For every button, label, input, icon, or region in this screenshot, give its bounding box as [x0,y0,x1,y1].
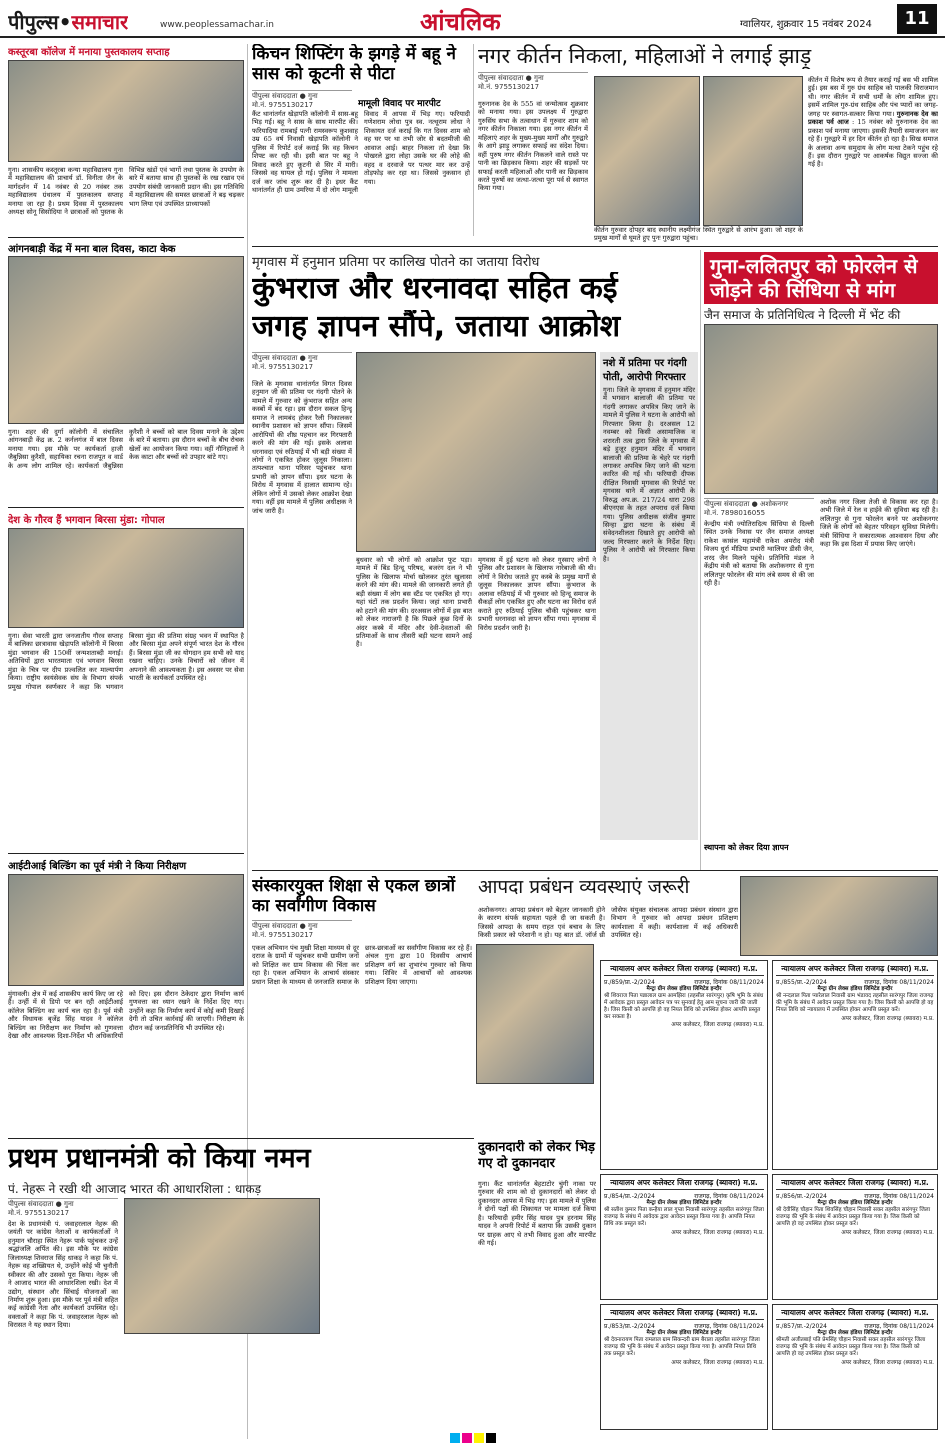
col1-story1-body: गुना। शासकीय कस्तूरबा कन्या महाविद्यालय गुना में महाविद्यालय की प्राचार्य डॉ. विनीता जैन के मार्गदर्शन में 14 नवंबर से 20 नवंबर तक महाविद्यालय ग्रंथालय में पुस्तकालय सप्ताह मनाया जा रहा है। प्रथम दिवस में पुस्तकालय अध्यक्ष सोनू सिसोदिया ने छात्राओं को पुस्तक के विभिन्न खंडों एवं भागों तथा पुस्तक के उपयोग के बारे में बताया साथ ही पुस्तकों के रख रखाव एवं उपयोग संबंधी जानकारी प्रदान की। इस गतिविधि में महाविद्यालय की समस्त छात्राओं ने बढ़ चढ़कर भाग लिया एवं उपस्थित प्राध्यापकों [8,166,244,217]
education-headline: संस्कारयुक्त शिक्षा से एकल छात्रों का सर्वांगीण विकास [252,876,455,917]
notice-date: राजगढ़, दिनांक 08/11/2024 [694,1323,764,1330]
arrest-headline: नशे में प्रतिमा पर गंदगी पोती, आरोपी गिरफ्तार [603,358,687,383]
main-kicker: मृगवास में हनुमान प्रतिमा पर कालिख पोतने का जताया विरोध [252,255,540,270]
kirtan-side [808,76,938,236]
byline-mobile: मो.नं. 9755130217 [252,363,314,371]
notice-case: प्र./853/प्रा.-2/2024 [604,1323,655,1330]
byline [252,90,352,110]
main-body-2: बुधवार को भी लोगों को आक्रोश फूट पड़ा। मामले में बिंड हिन्दू परिषद, बजरंग दल ने भी पुलिस के खिलाफ मोर्चा खोलकर तुरंत खुलासा करने की मांग की। मामले की जानकारी लगते ही बड़ी संख्या में लोग बस स्टैंड पर एकत्रित हो गए। यहां घंटों तक प्रदर्शन किया। जहां थाना प्रभारी को हटाने की मांग की। दरअसल लोगों में इस बात को लेकर नाराजगी है कि पिछले कुछ दिनों के अंदर कस्बे में मंदिर और देवी-देवताओं की प्रतिमाओं के साथ तीसरी बड़ी घटना सामने आई है। [356,556,472,649]
scindia-meeting-photo [704,324,938,494]
arrest-box [600,352,698,840]
byline-text: पीपुल्स संवाददाता ● गुना [252,354,318,362]
legal-notice-1 [600,960,768,1170]
legal-notice-5 [600,1304,768,1430]
page-number: 11 [897,4,937,34]
notice-title: मैन्ट्रा ग्रीन लेक्स इंडिया लिमिटेड इन्दौर [817,1200,893,1206]
notice-date: राजगढ़, दिनांक 08/11/2024 [694,979,764,986]
notice-body: श्रीमती अजीतबाई पति प्रेमसिंह चौहान निवासी सकर तहसील सारंगपुर जिला राजगढ़ की भूमि के संबंध में आवेदन प्रस्तुत किया गया है। जिस किसी को आपत्ति हो वह उपस्थित होकर प्रस्तुत करें। [776,1336,926,1357]
nehru-body: देश के प्रधानमंत्री पं. जवाहरलाल नेहरू की जयंती पर कांग्रेस नेताओं व कार्यकर्ताओं ने हनुमान चौराहा स्थित नेहरू पार्क पहुंचकर उन्हें श्रद्धांजलि अर्पित की। इस मौके पर कांग्रेस जिलाध्यक्ष शिवराज सिंह धाकड़ ने कहा कि पं. नेहरू वह शख्सियत थे, उन्होंने कोई भी चुनौती स्वीकार की और उसको पूरा किया। नेहरू जी ने आजाद भारत की आधारशिला रखी। देश में उद्योग, संस्थान और सिंचाई योजनाओं का निर्माण शुरू हुआ। इस मौके पर पूर्व मंत्री सहित कई कांग्रेसी नेता और कार्यकर्ता उपस्थित रहे। वक्ताओं ने कहा कि पं. जवाहरलाल नेहरू को विरासत ने यह स्थान दिया। [8,1220,118,1330]
byline-mobile: मो.नं. 9755130217 [478,83,540,91]
disaster-headline: आपदा प्रबंधन व्यवस्थाएं जरूरी [478,876,690,898]
notice-office: न्यायालय अपर कलेक्टर जिला राजगढ़ (ब्यावरा) म.प्र. [604,1178,764,1190]
kirtan-caption: कीर्तन गुरुवार दोपहर बाद स्थानीय लक्ष्मीगंज स्थित गुरुद्वारे से आरंभ हुआ। जो शहर के प्रमुख मार्गों से घूमते हुए पुनः गुरुद्वारा पहुंचा। [594,226,803,243]
byline-mobile: मो.नं. 9755130217 [8,1209,70,1217]
arrest-body: गुना। जिले के मृगवास में हनुमान मंदिर में भगवान बालाजी की प्रतिमा पर गंदगी लगाकर अपवित्र किए जाने के मामले में पुलिस ने घटना के आरोपी को गिरफ्तार किया है। दरअसल 12 नवम्बर को किसी असामाजिक व शरारती तत्व द्वारा जिले के मृगवास में बड़े हुजूर हनुमान मंदिर में भगवान बालाजी की प्रतिमा के चेहरे पर गंदगी लगाकर अपवित्र किए जाने की घटना कारित की गई थी। फरियादी दीपक दीक्षित निवासी मृगवास की रिपोर्ट पर मृगवास थाने में अज्ञात आरोपी के विरुद्ध अप.क्र. 217/24 धारा 298 बीएनएस के तहत अपराध दर्ज किया गया। पुलिस अधीक्षक संजीव कुमार सिन्हा द्वारा घटना के संबंध में संवेदनशीलता दिखाते हुए आरोपी को जल्द गिरफ्तार करने के निर्देश दिए। पुलिस ने आरोपी को गिरफ्तार किया है। [603,386,695,563]
col1-story1-headline: कस्तूरबा कॉलेज में मनाया पुस्तकालय सप्ताह [8,47,170,58]
notice-signature: अपर कलेक्टर, जिला राजगढ़ (ब्यावरा) म.प्र. [671,1359,764,1366]
education-photo [476,944,594,1084]
fourlane-subhead: जैन समाज के प्रतिनिधित्व ने दिल्ली में भेंट की [704,308,901,322]
kitchen-story-headline: किचन शिफ्टिंग के झगड़े में बहू ने सास को कूटनी से पीटा [252,44,456,85]
col1-story3-body: गुना। सेवा भारती द्वारा जनजातीय गौरव सप्ताह में बालिका छात्रावास खेड़ापति कॉलोनी में बिरसा मुंडा भगवान की 150वीं जन्मशताब्दी मनाई। अतिथियों द्वारा भारतमाता एवं भगवान बिरसा मुंडा के चित्र पर दीप प्रज्वलित कर माल्यार्पण किया। राष्ट्रीय स्वयंसेवक संघ के विभाग संपर्क प्रमुख गोपाल स्वर्णकार ने कहा कि भगवान बिरसा मुंडा की प्रतिमा संग्रह भवन में स्थापित है और बिरसा मुंडा अपने संपूर्ण भारत देश के गौरव हैं। बिरसा मुंडा जी का योगदान हम सभी को याद रखना चाहिए। उनके विचारों को जीवन में अपनाने की आवश्यकता है। इस अवसर पर सेवा भारती के कार्यकर्ता उपस्थित रहे। [8,632,244,691]
notice-body: श्री देवनारायण पिता रामलाल ग्राम सिकन्दरी ग्राम बैराला तहसील सारंगपुर जिला राजगढ़ की भूमि के संबंध में आवेदन प्रस्तुत किया गया है। आपत्ति नियत तिथि तक प्रस्तुत करें। [604,1336,760,1357]
divider [8,507,244,508]
notice-office: न्यायालय अपर कलेक्टर जिला राजगढ़ (ब्यावरा) म.प्र. [776,1178,934,1190]
nehru-headline: प्रथम प्रधानमंत्री को किया नमन [8,1143,311,1174]
kirtan-side-body2: : 15 नवंबर को गुरुनानक देव का प्रकाश पर्व मनाया जाएगा। इसकी तैयारी समाजजन कर रहे हैं। गुरुद्वारे में हर दिन कीर्तन हो रहा है। सिख समाज के अलावा अन्य समुदाय के लोग मत्था टेकने पहुंच रहे हैं। इस दौरान गुरुद्वारे पर आकर्षक विद्युत सज्जा की गई है। [808,118,938,169]
col1-story3-headline: देश के गौरव हैं भगवान बिरसा मुंडा: गोपाल [8,515,165,526]
column-rule [700,250,701,870]
birsa-munda-photo [8,528,244,628]
kirtan-headline: नगर कीर्तन निकला, महिलाओं ने लगाई झाड़ू [478,44,812,68]
kirtan-side-body: कीर्तन में विशेष रूप से तैयार कराई गई बस भी शामिल हुई। इस बस में गुरु ग्रंथ साहिब को पालकी विराजमान थी। नगर कीर्तन में सभी धर्मों के लोग शामिल हुए। इसमें शामिल गुरु-ग्रंथ साहिब और पंच प्यारों का जगह-जगह पर स्वागत-सत्कार किया गया। [808,76,938,118]
notice-title: मैन्ट्रा ग्रीन लेक्स इंडिया लिमिटेड इन्दौर [646,986,722,992]
col1-story4-headline: आईटीआई बिल्डिंग का पूर्व मंत्री ने किया निरीक्षण [8,861,187,872]
brand-right: समाचार [71,10,129,34]
kirtan-photo-2 [703,76,803,226]
byline-text: पीपुल्स संवाददाता ● गुना [478,74,544,82]
notice-date: राजगढ़, दिनांक 08/11/2024 [864,1323,934,1330]
disaster-body: अशोकनगर। आपदा प्रबंधन को बेहतर जानकारी होने के कारण संपर्क सहायता पहले दी जा सकती है। जिससे आपदा के समय राहत एवं बचाव के लिए किसी प्रकार को परेशानी न हो। यह बात डॉ. जॉर्ज थ्री जोसेफ संयुक्त संचालक आपदा प्रबंधन संस्थान द्वारा विभाग ने गुरुवार को आपदा प्रबंधन प्रशिक्षण कार्यशाला में कही। कार्यशाला में कई अधिकारी उपस्थित रहे। [478,906,738,940]
notice-signature: अपर कलेक्टर, जिला राजगढ़ (ब्यावरा) म.प्र. [841,1359,934,1366]
main-headline-2: जगह ज्ञापन सौंपे, जताया आक्रोश [252,310,621,344]
byline-text: पीपुल्स संवाददाता ● गुना [8,1200,74,1208]
byline-text: पीपुल्स संवाददाता ● गुना [252,92,318,100]
col1-story4-body: मुंगावली। क्षेत्र में कई शासकीय कार्य किए जा रहे हैं। उन्हीं में से डिपो पर बन रही आईटीआई कॉलेज बिल्डिंग का कार्य चल रहा है। पूर्व मंत्री और विधायक बृजेंद्र सिंह यादव ने कॉलेज बिल्डिंग का निरीक्षण कर निर्माण को गुणवत्ता देखा और आवश्यक दिशा-निर्देश भी अधिकारियों को दिए। इस दौरान ठेकेदार द्वारा निर्माण कार्य गुणवत्ता का ध्यान रखने के निर्देश दिए गए। उन्होंने कहा कि निर्माण कार्य में कोई कमी दिखाई देगी तो उचित कार्रवाई की जाएगी। निरीक्षण के दौरान कई जनप्रतिनिधि भी उपस्थित रहे। [8,990,244,1041]
notice-date: राजगढ़, दिनांक 08/11/2024 [694,1193,764,1200]
byline [252,352,352,372]
main-body-3: मृगवास में हुई घटना को लेकर गुस्साए लोगों ने पुलिस और प्रशासन के खिलाफ नारेबाजी की थी। लोगों ने विरोध जताते हुए कस्बे के प्रमुख मार्गों से जुलूस निकालकर ज्ञापन सौंपा। कुंभराज के अलावा रुठियाई में भी गुरुवार को हिन्दू समाज के सैकड़ों लोग एकत्रित हुए और घटना का विरोध दर्ज कराते हुए रुठियाई पुलिस चौकी पहुंचकर थाना प्रभारी धरनावदा को ज्ञापन सौंपा गया। मृगवास में विरोध प्रदर्शन जारी है। [478,556,596,632]
section-title: आंचलिक [420,8,501,36]
fourlane-body-1: केन्द्रीय मंत्री ज्योतिरादित्य सिंधिया से दिल्ली स्थित उनके निवास पर जैन समाज अध्यक्ष राकेश कासंल महामंत्री राकेश अमरोद मंत्री विजय धुर्रा मीडिया प्रभारी ग्वालियर डीसी जैन, शरद जैन मिलने पहुंचे। प्रतिनिधि मंडल ने केंद्रीय मंत्री को बताया कि अशोकनगर से गुना ललितपुर फोरलेन की मांग लंबे समय से की जा रही है। [704,520,814,588]
byline [704,498,814,518]
notice-case: प्र./857/प्रा.-2/2024 [776,1323,827,1330]
notice-body: श्री शिवराज पिता पन्नालाल ग्राम आमझिरा (तहसील सारंगपुर) कृषि भूमि के संबंध में आवेदक द्वारा प्रस्तुत आवेदन पत्र पर सुनवाई हेतु आम सूचना जारी की जाती है। जिस किसी को आपत्ति हो वह नियत तिथि को उपस्थित होकर आपत्ति प्रस्तुत कर सकता है। [604,992,764,1020]
nehru-tribute-photo [124,1198,320,1334]
col1-story2-headline: आंगनबाड़ी केंद्र में मना बाल दिवस, काटा केक [8,244,176,255]
notice-body: श्री सतीश कुमार पिता कन्हैया लाल गुप्ता निवासी सारंगपुर तहसील सारंगपुर जिला राजगढ़ के संबंध में आवेदक द्वारा आवेदन प्रस्तुत किया गया है। आपत्ति नियत तिथि तक प्रस्तुत करें। [604,1206,764,1227]
notice-signature: अपर कलेक्टर, जिला राजगढ़ (ब्यावरा) म.प्र. [841,1015,934,1022]
byline-mobile: मो.नं. 7898016055 [704,509,766,517]
byline-mobile: मो.नं. 9755130217 [252,101,314,109]
kitchen-story-body: कैंट थानांतर्गत खेड़ापति कॉलोनी में सास-बहू भिड़ गईं। बहू ने सास के साथ मारपीट की। फरियादिया रामबाई पत्नी रामस्वरूप कुशवाह उम्र 65 वर्ष निवासी खेड़ापति कॉलोनी ने पुलिस में रिपोर्ट दर्ज कराई कि वह किचन शिफ्ट कर रही थी। इसी बात पर बहू ने विवाद करते हुए कूटनी से सिर में मारी। जिससे वह घायल हो गई। पुलिस ने मामला दर्ज कर जांच शुरू कर दी है। इधर कैंट थानांतर्गत ही ग्राम उमरिया में दो लोग मामूली विवाद में आपस में भिड़ गए। फरियादी गणेशराम लोधा पुत्र स्व. नत्थूराम लोधा ने शिकायत दर्ज कराई कि गत दिवस शाम को वह घर पर था तभी जोर से बदतमीजी की आवाज आई। बाहर निकला तो देखा कि पोखरले द्वारा लोहा उसके घर की लोहे की वहद व दरवाजे पर पत्थर मार कर उन्हें तोड़फोड़ कर रहा था। जिससे नुकसान हो गया। [252,110,470,194]
notice-case: प्र./854/प्रा.-2/2024 [604,1193,655,1200]
kirtan-side-subhead: गुरुनानक देव का प्रकाश पर्व आज [808,109,938,127]
legal-notice-2 [772,960,938,1170]
notice-title: मैन्ट्रा ग्रीन लेक्स इंडिया लिमिटेड इन्दौर [646,1330,722,1336]
notice-case: प्र./856/प्रा.-2/2024 [776,1193,827,1200]
divider [8,1138,474,1139]
byline [252,920,352,940]
notice-case: प्र./859/प्रा.-2/2024 [604,979,655,986]
notice-office: न्यायालय अपर कलेक्टर जिला राजगढ़ (ब्यावरा) म.प्र. [604,1308,764,1320]
notice-title: मैन्ट्रा ग्रीन लेक्स इंडिया लिमिटेड इन्दौर [817,986,893,992]
column-rule [473,44,474,236]
nehru-body-continued [124,1338,474,1430]
fourlane-inner-subhead: स्थापना को लेकर दिया ज्ञापन [704,843,789,852]
notice-title: मैन्ट्रा ग्रीन लेक्स इंडिया लिमिटेड इन्दौर [646,1200,722,1206]
site-url: www.peoplessamachar.in [160,20,274,30]
main-body-1: जिले के मृगवास थानांतर्गत विगत दिवस हनुमान जी की प्रतिमा पर गंदगी पोतने के मामले में गुरुवार को कुंभराज सहित अन्य कस्बों में बंद रहा। इस दौरान सकल हिन्दू समाज ने लामबंद होकर रैली निकालकर स्थानीय प्रशासन को ज्ञापन सौंपा। जिसमें आरोपियों की शीघ्र पहचान कर गिरफ्तारी करने की मांग की गई। इसके अलावा धरनावदा एवं रुठियाई में भी बड़ी संख्या में लोगों ने एकत्रित होकर जुलूस निकाला। तत्पश्चात थाना परिसर पहुंचकर थाना प्रभारी को ज्ञापन सौंपा। इधर घटना के विरोध में मृगवास में हालात सामान्य रहे। लेकिन लोगों में उसको लेकर आक्रोश देखा गया। वहीं इस मामले में पुलिस अधीक्षक ने जांच जारी है। [252,380,352,515]
color-registration-marks [0,1433,945,1445]
divider [8,237,244,238]
byline-mobile: मो.नं. 9755130217 [252,931,314,939]
notice-office: न्यायालय अपर कलेक्टर जिला राजगढ़ (ब्यावरा) म.प्र. [776,1308,934,1320]
shop-fight-body: गुना। कैंट थानांतर्गत बेहटाटोर चुंगी नाका पर गुरुवार की शाम को दो दुकानदारों को लेकर दो दुकानदार आपस में भिड़ गए। इस मामले में पुलिस ने दोनों पक्षों की शिकायत पर मामला दर्ज किया है। फरियादी हमीर सिंह यादव पुत्र हरनाम सिंह यादव ने अपनी रिपोर्ट में बताया कि उसकी दुकान पर ग्राहक आए थे तभी विवाद हुआ और मारपीट की गई। [478,1180,596,1248]
notice-signature: अपर कलेक्टर, जिला राजगढ़ (ब्यावरा) म.प्र. [671,1022,764,1029]
legal-notice-3 [600,1174,768,1300]
byline [8,1198,118,1218]
notice-body: श्री देवीसिंह चौहान पिता शिवसिंह चौहान निवासी सकर तहसील सारंगपुर जिला राजगढ़ की भूमि के संबंध में आवेदन प्रस्तुत किया गया है। जिस किसी को आपत्ति हो वह उपस्थित होकर प्रस्तुत करें। [776,1206,931,1227]
divider [252,870,938,871]
notice-case: प्र./855/प्रा.-2/2024 [776,979,827,986]
byline-text: पीपुल्स संवाददाता ● गुना [252,922,318,930]
divider [252,246,938,247]
kirtan-photo-1 [594,76,700,226]
notice-title: मैन्ट्रा ग्रीन लेक्स इंडिया लिमिटेड इन्दौर [817,1330,893,1336]
iti-building-photo [8,874,244,986]
brand-logo: पीपुल्स•समाचार [8,10,129,34]
nehru-subhead: पं. नेहरू ने रखी थी आजाद भारत की आधारशिला : धाकड़ [8,1182,262,1196]
dateline: ग्वालियर, शुक्रवार 15 नवंबर 2024 [740,19,872,30]
notice-date: राजगढ़, दिनांक 08/11/2024 [864,979,934,986]
legal-notice-4 [772,1174,938,1300]
byline [478,72,588,92]
legal-notice-6 [772,1304,938,1430]
notice-office: न्यायालय अपर कलेक्टर जिला राजगढ़ (ब्यावरा) म.प्र. [776,964,934,976]
anganwadi-photo [8,256,244,424]
notice-office: न्यायालय अपर कलेक्टर जिला राजगढ़ (ब्यावरा) म.प्र. [604,964,764,976]
notice-date: राजगढ़, दिनांक 08/11/2024 [864,1193,934,1200]
divider [8,853,244,854]
fourlane-body-2: अशोक नगर जिला तेजी से विकास कर रहा है। अभी जिले में रेल व हाईवे की सुविधा बढ़ रही है। ललितपुर से गुना फोरलेन बनने पर अशोकनगर जिले के लोगों को बेहतर परिवहन सुविधा मिलेगी। मंत्री सिंधिया ने सकारात्मक आश्वासन दिया और कहा कि इस दिशा में प्रयास किए जाएंगे। [820,498,938,549]
shop-fight-headline: दुकानदारी को लेकर भिड़ गए दो दुकानदार [478,1140,595,1171]
notice-signature: अपर कलेक्टर, जिला राजगढ़ (ब्यावरा) म.प्र. [671,1229,764,1236]
main-headline-1: कुंभराज और धरनावदा सहित कई [252,272,618,306]
education-body: एकल अभियान पंच मुखी शिक्षा माध्यम से दूर दराज के ग्रामों में पहुंचकर सभी ग्रामीण जनों को शिक्षित कर ग्राम विकास की चिंता कर रहा है। एकल अभियान के आचार्य संस्कार प्रधान शिक्षा के माध्यम से जनजाति समाज के छात्र-छात्राओं का सर्वांगीण विकास कर रहे हैं। अंचल गुना द्वारा 10 दिवसीय आचार्य प्रशिक्षण वर्ग का शुभारंभ गुरुवार को किया गया। शिविर में आचार्यों को आवश्यक प्रशिक्षण दिया जाएगा। [252,944,472,986]
fourlane-headline: गुना-ललितपुर को फोरलेन से जोड़ने की सिंधिया से मांग [704,252,938,304]
kitchen-subhead: मामूली विवाद पर मारपीट [358,99,441,109]
disaster-photo [740,876,938,956]
notice-signature: अपर कलेक्टर, जिला राजगढ़ (ब्यावरा) म.प्र. [841,1229,934,1236]
byline-text: पीपुल्स संवाददाता ● अशोकनगर [704,500,788,508]
col1-story2-body: गुना। शहर की दुर्गा कॉलोनी में संचालित आंगनबाड़ी केंद्र क्र. 2 कर्नलगंज में बाल दिवस मनाया गया। इस मौके पर कार्यकर्ता हाजी जैबुन्निसा कुरैशी, सहायिका रचना राजपूत व वार्ड के अन्य लोग शामिल रहे। कार्यकर्ता जैबुन्निसा कुरैशी ने बच्चों को बाल दिवस मनाने के उद्देश्य के बारे में बताया। इस दौरान बच्चों के बीच रोचक खेलों का आयोजन किया गया। वहीं नौनिहालों ने केक काटा और बच्चों को उपहार बांटे गए। [8,428,244,470]
notice-body: श्री नन्दलाल पिता प्यारेलाल निवासी ग्राम भंडावद तहसील सारंगपुर जिला राजगढ़ की भूमि के संबंध में आवेदन प्रस्तुत किया गया है। जिस किसी को आपत्ति हो वह नियत तिथि को न्यायालय में उपस्थित होकर आपत्ति प्रस्तुत करें। [776,992,934,1013]
protest-photo [356,352,596,552]
kirtan-body: गुरुनानक देव के 555 वां जन्मोत्सव शुक्रवार को मनाया गया। इस उपलक्ष्य में गुरुद्वारा गुरुसिंघ सभा के तत्वाधान में गुरुवार शाम को नगर कीर्तन निकाला गया। इस नगर कीर्तन में महिलाएं शहर के मुख्य-मुख्य मार्गों और गुरुद्वारे के आगे झाड़ू लगाकर सफाई का संदेश दिया। वहीं पुरुष नगर कीर्तन निकलने वाले रास्ते पर पानी का छिड़काव किया। शहर की सड़कों पर सफाई करती महिलाओं और पानी का छिड़काव करते पुरुषों का जत्था-जत्था पूरा पर्व से स्वागत किया गया। [478,100,588,193]
library-week-photo [8,60,244,162]
brand-left: पीपुल्स [8,10,59,34]
